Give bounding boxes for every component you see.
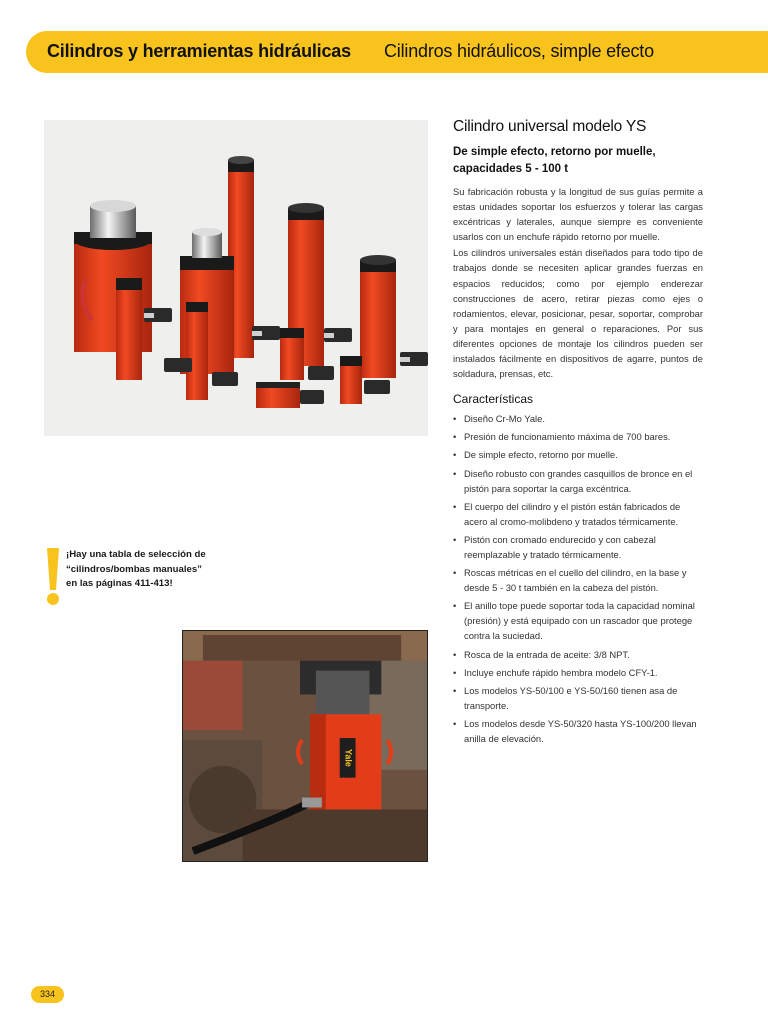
feature-item xyxy=(453,665,703,680)
product-photo xyxy=(44,120,428,436)
bullet-icon: • xyxy=(453,600,457,612)
feature-item xyxy=(453,565,703,595)
feature-text: Roscas métricas en el cuello del cilindro, en la base y desde 5 - 30 t también en la cabeza del pistón. xyxy=(464,567,687,594)
header-section: Cilindros hidráulicos, simple efecto xyxy=(384,41,654,61)
feature-item xyxy=(453,716,703,746)
feature-text: Presión de funcionamiento máxima de 700 bares. xyxy=(464,431,671,443)
bullet-icon: • xyxy=(453,449,457,461)
exclamation-icon xyxy=(44,546,62,606)
feature-item xyxy=(453,466,703,496)
features-heading: Características xyxy=(453,392,534,407)
feature-item xyxy=(453,499,703,529)
feature-item xyxy=(453,647,703,662)
header-category: Cilindros y herramientas hidráulicas xyxy=(47,41,351,61)
subtitle-line-2: capacidades 5 - 100 t xyxy=(453,163,569,175)
bullet-icon: • xyxy=(453,413,457,425)
description-paragraph-1: Su fabricación robusta y la longitud de sus guías permite a estas unidades soportar los esfuerzos y tolerar las cargas excéntricas y laterales, aunque siempre es conveniente usarlos con un enchufe rápido retorno por muelle. xyxy=(453,186,703,243)
feature-text: El cuerpo del cilindro y el pistón están fabricados de acero al cromo-molibdeno y tratados térmicamente. xyxy=(464,500,681,527)
bullet-icon: • xyxy=(453,666,457,678)
feature-text: El anillo tope puede soportar toda la capacidad nominal (presión) y está equipado con un rascador que protege contra la suciedad. xyxy=(464,600,695,642)
bullet-icon: • xyxy=(453,533,457,545)
features-list xyxy=(453,411,703,746)
subtitle-line-1: De simple efecto, retorno por muelle, xyxy=(453,146,656,158)
feature-text: Diseño Cr-Mo Yale. xyxy=(464,413,545,425)
bullet-icon: • xyxy=(453,717,457,729)
product-description xyxy=(453,118,703,749)
feature-text: Los modelos YS-50/100 e YS-50/160 tienen asa de transporte. xyxy=(464,684,678,711)
feature-item xyxy=(453,411,703,426)
product-title: Cilindro universal modelo YS xyxy=(453,118,647,135)
feature-item xyxy=(453,429,703,444)
feature-item xyxy=(453,532,703,562)
selection-table-note xyxy=(66,548,226,592)
note-line-3: en las páginas 411-413! xyxy=(66,578,173,589)
page-number: 334 xyxy=(31,986,64,1003)
feature-text: Rosca de la entrada de aceite: 3/8 NPT. xyxy=(464,648,630,660)
bullet-icon: • xyxy=(453,500,457,512)
yale-brand-label: Yale xyxy=(343,748,354,767)
application-photo xyxy=(182,630,428,862)
bullet-icon: • xyxy=(453,684,457,696)
bullet-icon: • xyxy=(453,567,457,579)
bullet-icon: • xyxy=(453,431,457,443)
feature-item xyxy=(453,598,703,643)
description-paragraph-2: Los cilindros universales están diseñados para todo tipo de trabajos donde se necesiten aplicar grandes fuerzas en espacios reducidos; como por ejemplo enderezar construcciones de acero, retirar piezas como ejes o rodamientos, elevar, posicionar, pesar, soportar, comprobar y para montajes en general o reparaciones. Por sus diferentes opciones de montaje los cilindros pueden ser instalados fácilmente en dispositivos de agarre, puntos de soldadura, prensas, etc. xyxy=(453,247,703,380)
feature-text: Incluye enchufe rápido hembra modelo CFY-1. xyxy=(464,666,658,678)
feature-text: Los modelos desde YS-50/320 hasta YS-100/200 llevan anilla de elevación. xyxy=(464,717,697,744)
feature-item xyxy=(453,683,703,713)
feature-item xyxy=(453,447,703,462)
bullet-icon: • xyxy=(453,467,457,479)
feature-text: Pistón con cromado endurecido y con cabezal reemplazable y tratado térmicamente. xyxy=(464,533,656,560)
feature-text: De simple efecto, retorno por muelle. xyxy=(464,449,618,461)
feature-text: Diseño robusto con grandes casquillos de bronce en el pistón para soportar la carga excéntrica. xyxy=(464,467,693,494)
product-subtitle xyxy=(453,144,703,178)
note-line-2: “cilindros/bombas manuales” xyxy=(66,563,202,575)
note-line-1: ¡Hay una tabla de selección de xyxy=(66,549,206,560)
bullet-icon: • xyxy=(453,648,457,660)
